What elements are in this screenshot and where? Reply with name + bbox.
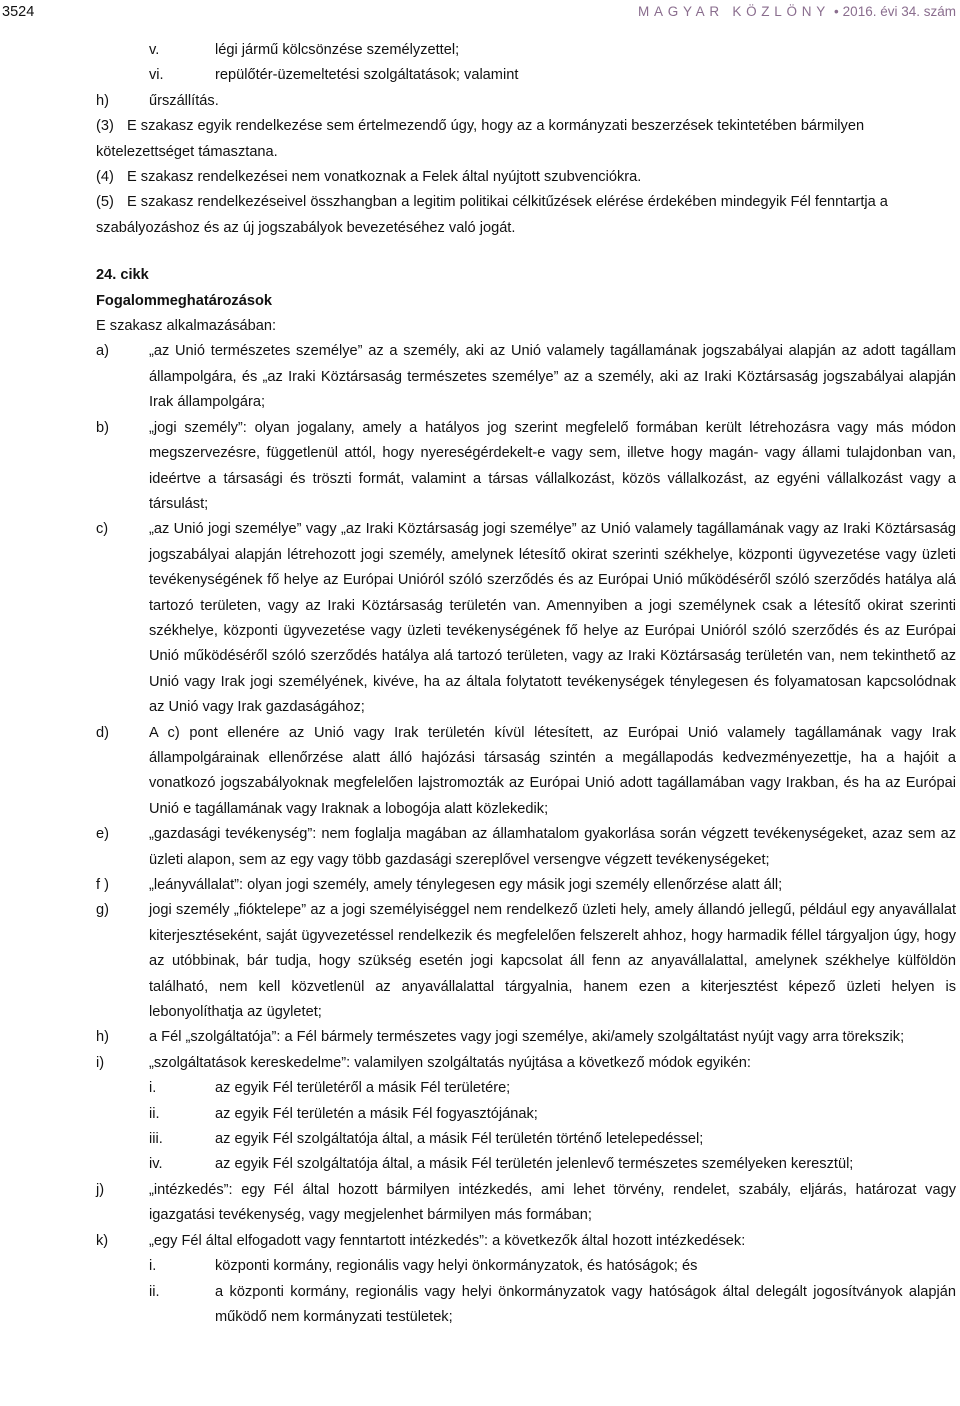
page-header bbox=[0, 0, 960, 30]
sub-item-label: iv. bbox=[149, 1156, 163, 1173]
item-text: „szolgáltatások kereskedelme”: valamilyen szolgáltatás nyújtása a következő módok egyikén: bbox=[149, 1054, 751, 1071]
item-label: j) bbox=[96, 1181, 105, 1198]
item-text: „leányvállalat”: olyan jogi személy, amely ténylegesen egy másik jogi személy ellenőrzése alatt áll; bbox=[149, 877, 783, 893]
item-text: repülőtér-üzemeltetési szolgáltatások; valamint bbox=[215, 67, 519, 84]
paragraph bbox=[0, 190, 960, 241]
article-number: 24. cikk bbox=[96, 267, 149, 284]
item-label: f ) bbox=[96, 877, 109, 893]
item-label: c) bbox=[96, 521, 109, 538]
item-label: h) bbox=[96, 1029, 109, 1046]
journal-name: MAGYAR KÖZLÖNY bbox=[638, 4, 830, 19]
item-text: „jogi személy”: olyan jogalany, amely a hatályos jog szerint megfelelő formában került létrehozásra vagy más módon megszervezésre, függetlenül attól, hogy nyereségérdekelt-e vagy sem, illetve hogy magán- vagy állami tulajdonban van, ideértve a társasági és tröszti formát, valamint a társas vállalkozást, közös vállalkozást, az egyéni vállalkozást vagy a társulást; bbox=[149, 419, 956, 512]
item-label: v. bbox=[149, 42, 160, 58]
sub-item-text: az egyik Fél területéről a másik Fél területére; bbox=[215, 1080, 511, 1097]
sub-item-text: központi kormány, regionális vagy helyi önkormányzatok, és hatóságok; és bbox=[215, 1258, 698, 1275]
paragraph-text: E szakasz rendelkezéseivel összhangban a legitim politikai célkitűzések elérése érdekében mindegyik Fél fenntartja a szabályozáshoz és az új jogszabályok bevezetéséhez való jogát. bbox=[96, 194, 888, 236]
sub-item bbox=[0, 1127, 960, 1152]
definition-item bbox=[0, 873, 960, 898]
item-text: a Fél „szolgáltatója”: a Fél bármely természetes vagy jogi személye, aki/amely szolgáltatást nyújt vagy arra törekszik; bbox=[149, 1029, 905, 1046]
definition-item bbox=[0, 822, 960, 873]
item-text: jogi személy „fióktelepe” az a jogi személyiséggel nem rendelkező üzleti hely, amely állandó jellegű, például egy anyavállalat kiterjesztéseként, saját ügyvezetéssel rendelkezik és megfelelően felszerelt ahhoz, hogy harmadik féllel tárgyaljon úgy, hogy az utóbbinak, bár tudja, hogy szükség esetén jogi kapcsolat áll fenn az anyavállalattal, amelynek székhelye külföldön található, nem kell közvetlenül az anyavállalattal tárgyalnia, hanem ezen a kiterjesztést képező üzleti helyen is lebonyolíthatja az ügyletet; bbox=[149, 902, 956, 1021]
sub-item-text: az egyik Fél területén a másik Fél fogyasztójának; bbox=[215, 1105, 538, 1122]
paragraph bbox=[0, 165, 960, 190]
sub-item-text: az egyik Fél szolgáltatója által, a másik Fél területén jelenlevő természetes személyeken keresztül; bbox=[215, 1156, 854, 1173]
item-text: „gazdasági tevékenység”: nem foglalja magában az államhatalom gyakorlása során végzett tevékenységeket, azaz sem az üzleti alapon, sem az egy vagy több gazdasági szereplővel versengve végzett tevékenységeket; bbox=[149, 826, 956, 868]
definition-item bbox=[0, 1229, 960, 1254]
paragraph bbox=[0, 114, 960, 165]
definition-item bbox=[0, 339, 960, 415]
item-label: i) bbox=[96, 1054, 105, 1071]
item-label: g) bbox=[96, 902, 109, 919]
sub-item bbox=[0, 1280, 960, 1331]
definition-item bbox=[0, 1051, 960, 1076]
paragraph-number: (5) bbox=[96, 194, 114, 211]
item-label: a) bbox=[96, 343, 109, 360]
item-text: „az Unió jogi személye” vagy „az Iraki Köztársaság jogi személye” az Unió valamely tagállamának vagy az Iraki Köztársaság jogszabályai alapján létrehozott jogi személy, amelynek létesítő okirat szerinti székhelye, központi ügyvezetése vagy üzleti tevékenységének fő helye az Európai Unióról szóló szerződés és az Európai Unió működéséről szóló szerződés hatálya alá tartozó területen, vagy az Iraki Köztársaság területén van. Amennyiben a jogi személynek csak a létesítő okirat szerinti székhelye, központi ügyvezetése vagy üzleti tevékenységének fő helye az Európai Unióról szóló szerződés és az Európai Unió működéséről szóló szerződés hatálya alá tartozó területen, vagy az Iraki Köztársaság területén van, nem tekinthető az Unió vagy Irak jogi személyének, kivéve, ha az általa folytatott tevékenységek ténylegesen és folyamatosan kapcsolódnak az Unió vagy Irak gazdaságához; bbox=[149, 521, 956, 716]
item-label: k) bbox=[96, 1232, 109, 1249]
sub-item-text: a központi kormány, regionális vagy helyi önkormányzatok vagy hatóságok által delegált jogosítványok alapján működő nem kormányzati testületek; bbox=[215, 1283, 956, 1325]
sub-item-label: ii. bbox=[149, 1283, 160, 1300]
paragraph-text: E szakasz rendelkezései nem vonatkoznak a Felek által nyújtott szubvenciókra. bbox=[127, 169, 642, 186]
item-label: d) bbox=[96, 724, 109, 741]
item-text: „egy Fél által elfogadott vagy fenntartott intézkedés”: a következők által hozott intézkedések: bbox=[149, 1232, 746, 1249]
issue-number: 2016. évi 34. szám bbox=[842, 4, 956, 19]
sub-item bbox=[0, 1254, 960, 1279]
sub-item bbox=[0, 1152, 960, 1177]
article-intro: E szakasz alkalmazásában: bbox=[96, 318, 277, 335]
list-item bbox=[0, 38, 960, 63]
article-heading bbox=[0, 263, 960, 339]
sub-item-label: i. bbox=[149, 1258, 157, 1275]
list-item bbox=[0, 63, 960, 88]
article-title: Fogalommeghatározások bbox=[96, 292, 272, 309]
item-label: vi. bbox=[149, 67, 164, 84]
definition-item bbox=[0, 1025, 960, 1050]
document-body bbox=[0, 38, 960, 1330]
list-item bbox=[0, 89, 960, 114]
sub-item-label: iii. bbox=[149, 1131, 163, 1148]
paragraph-text: E szakasz egyik rendelkezése sem értelmezendő úgy, hogy az a kormányzati beszerzések tekintetében bármilyen kötelezettséget támasztana. bbox=[96, 118, 865, 160]
item-label: h) bbox=[96, 92, 109, 109]
definition-item bbox=[0, 517, 960, 720]
sub-item bbox=[0, 1076, 960, 1101]
paragraph-number: (3) bbox=[96, 118, 114, 135]
sub-item-label: i. bbox=[149, 1080, 157, 1097]
item-text: „intézkedés”: egy Fél által hozott bármilyen intézkedés, ami lehet törvény, rendelet, szabály, eljárás, határozat vagy igazgatási tevékenység, vagy megjelenhet bármilyen más formában; bbox=[149, 1181, 956, 1224]
item-label: b) bbox=[96, 419, 109, 436]
item-text: űrszállítás. bbox=[149, 92, 219, 109]
definition-item bbox=[0, 898, 960, 1025]
definition-item bbox=[0, 1178, 960, 1229]
header-separator: • bbox=[833, 4, 839, 19]
item-label: e) bbox=[96, 826, 109, 843]
item-text: A c) pont ellenére az Unió vagy Irak területén kívül létesített, az Európai Unió valamely tagállamának vagy Irak állampolgárainak ellenőrzése alatt álló hajózási társaság szintén a megállapodás kedvezményezettje, ha a hajóit a vonatkozó jogszabályoknak megfelelően lajstromozták az Európai Unió adott tagállamában vagy Irakban, és ha az Európai Unió e tagállamának vagy Iraknak a lobogója alatt közlekedik; bbox=[149, 724, 956, 817]
item-text: „az Unió természetes személye” az a személy, aki az Unió valamely tagállamának jogszabályai alapján az adott tagállam állampolgára, és „az Iraki Köztársaság természetes személye” az a személy, aki az Iraki Köztársaság jogszabályai alapján Irak állampolgára; bbox=[149, 343, 956, 411]
definition-item bbox=[0, 721, 960, 823]
sub-item-text: az egyik Fél szolgáltatója által, a másik Fél területén történő letelepedéssel; bbox=[215, 1131, 704, 1148]
page-number: 3524 bbox=[2, 4, 35, 20]
definition-item bbox=[0, 416, 960, 518]
sub-item-label: ii. bbox=[149, 1105, 160, 1122]
journal-title bbox=[638, 4, 956, 19]
item-text: légi jármű kölcsönzése személyzettel; bbox=[215, 42, 460, 58]
sub-item bbox=[0, 1102, 960, 1127]
paragraph-number: (4) bbox=[96, 169, 114, 186]
